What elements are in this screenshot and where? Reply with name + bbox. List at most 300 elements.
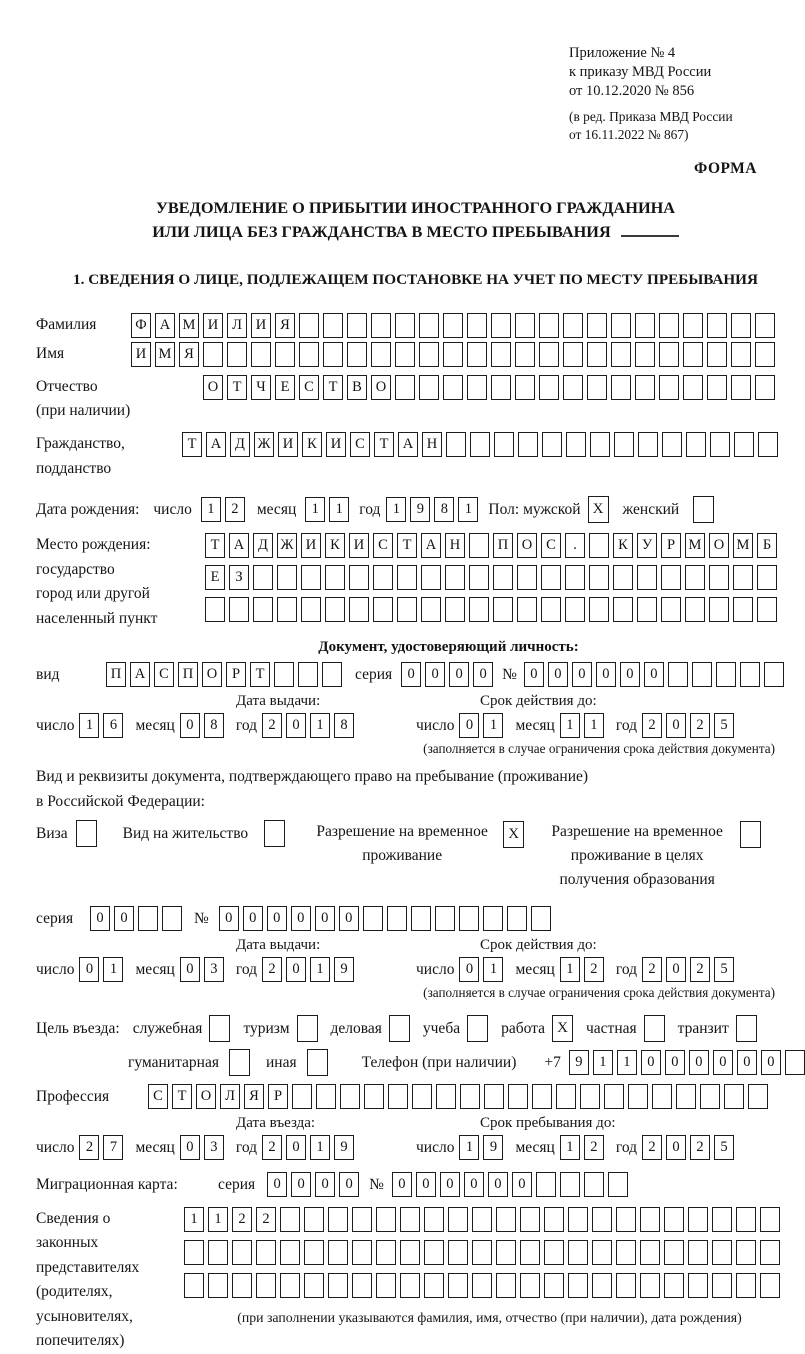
char-box[interactable] (731, 313, 751, 338)
char-box[interactable]: Р (661, 533, 681, 558)
char-box[interactable] (563, 342, 583, 367)
char-box[interactable]: М (733, 533, 753, 558)
char-box[interactable]: 0 (449, 662, 469, 687)
char-box[interactable] (709, 565, 729, 590)
char-box[interactable] (443, 375, 463, 400)
char-box[interactable] (736, 1207, 756, 1232)
char-box[interactable]: 1 (386, 497, 406, 522)
char-box[interactable] (541, 565, 561, 590)
char-box[interactable] (387, 906, 407, 931)
char-box[interactable]: И (278, 432, 298, 457)
char-box[interactable]: О (517, 533, 537, 558)
char-box[interactable] (138, 906, 158, 931)
char-box[interactable] (448, 1207, 468, 1232)
char-box[interactable] (664, 1240, 684, 1265)
char-box[interactable] (668, 662, 688, 687)
char-box[interactable] (531, 906, 551, 931)
char-box[interactable] (347, 342, 367, 367)
char-box[interactable]: Л (220, 1084, 240, 1109)
char-box[interactable] (592, 1273, 612, 1298)
char-box[interactable] (472, 1273, 492, 1298)
char-box[interactable]: 0 (315, 1172, 335, 1197)
char-box[interactable]: 0 (291, 1172, 311, 1197)
char-box[interactable] (568, 1207, 588, 1232)
char-box[interactable]: Т (172, 1084, 192, 1109)
char-box[interactable] (664, 1207, 684, 1232)
char-box[interactable] (424, 1273, 444, 1298)
char-box[interactable]: Л (227, 313, 247, 338)
char-box[interactable] (349, 597, 369, 622)
char-box[interactable] (517, 565, 537, 590)
char-box[interactable] (445, 565, 465, 590)
char-box[interactable]: Е (205, 565, 225, 590)
char-box[interactable] (637, 597, 657, 622)
char-box[interactable] (662, 432, 682, 457)
char-box[interactable] (507, 906, 527, 931)
char-box[interactable]: С (154, 662, 174, 687)
char-box[interactable] (640, 1240, 660, 1265)
char-box[interactable]: 2 (262, 957, 282, 982)
char-box[interactable]: 0 (339, 906, 359, 931)
char-box[interactable] (280, 1207, 300, 1232)
char-box[interactable] (635, 342, 655, 367)
char-box[interactable] (611, 313, 631, 338)
char-box[interactable]: 0 (425, 662, 445, 687)
char-box[interactable]: О (709, 533, 729, 558)
char-box[interactable] (470, 432, 490, 457)
char-box[interactable] (443, 342, 463, 367)
char-box[interactable]: . (565, 533, 585, 558)
char-box[interactable]: 2 (642, 1135, 662, 1160)
char-box[interactable] (162, 906, 182, 931)
char-box[interactable] (400, 1207, 420, 1232)
char-box[interactable]: Т (227, 375, 247, 400)
char-box[interactable] (563, 375, 583, 400)
char-box[interactable] (589, 565, 609, 590)
char-box[interactable] (467, 342, 487, 367)
char-box[interactable] (659, 375, 679, 400)
char-box[interactable]: Т (182, 432, 202, 457)
char-box[interactable] (483, 906, 503, 931)
char-box[interactable]: Я (275, 313, 295, 338)
char-box[interactable]: 1 (560, 1135, 580, 1160)
char-box[interactable] (755, 342, 775, 367)
char-box[interactable] (700, 1084, 720, 1109)
char-box[interactable] (757, 597, 777, 622)
char-box[interactable] (589, 533, 609, 558)
char-box[interactable] (349, 565, 369, 590)
char-box[interactable] (613, 565, 633, 590)
char-box[interactable]: 0 (665, 1050, 685, 1075)
char-box[interactable]: Т (205, 533, 225, 558)
char-box[interactable]: 1 (593, 1050, 613, 1075)
purpose-transit-checkbox[interactable] (736, 1015, 757, 1042)
char-box[interactable]: 0 (644, 662, 664, 687)
char-box[interactable]: 0 (90, 906, 110, 931)
char-box[interactable] (469, 565, 489, 590)
char-box[interactable]: 5 (714, 957, 734, 982)
char-box[interactable] (363, 906, 383, 931)
char-box[interactable] (733, 597, 753, 622)
char-box[interactable]: 0 (416, 1172, 436, 1197)
char-box[interactable] (496, 1240, 516, 1265)
char-box[interactable] (292, 1084, 312, 1109)
char-box[interactable]: И (203, 313, 223, 338)
char-box[interactable]: У (637, 533, 657, 558)
char-box[interactable] (604, 1084, 624, 1109)
char-box[interactable] (419, 342, 439, 367)
char-box[interactable] (608, 1172, 628, 1197)
char-box[interactable] (676, 1084, 696, 1109)
char-box[interactable] (448, 1240, 468, 1265)
char-box[interactable]: 0 (291, 906, 311, 931)
char-box[interactable]: 1 (560, 713, 580, 738)
sex-female-checkbox[interactable] (693, 496, 714, 523)
char-box[interactable] (395, 342, 415, 367)
char-box[interactable]: 0 (286, 1135, 306, 1160)
char-box[interactable]: 0 (459, 713, 479, 738)
char-box[interactable] (520, 1273, 540, 1298)
char-box[interactable] (755, 313, 775, 338)
char-box[interactable] (707, 342, 727, 367)
char-box[interactable] (515, 342, 535, 367)
char-box[interactable]: И (326, 432, 346, 457)
char-box[interactable]: А (398, 432, 418, 457)
char-box[interactable]: К (325, 533, 345, 558)
char-box[interactable] (517, 597, 537, 622)
char-box[interactable] (736, 1273, 756, 1298)
char-box[interactable] (565, 597, 585, 622)
char-box[interactable] (301, 597, 321, 622)
char-box[interactable] (232, 1240, 252, 1265)
char-box[interactable]: Ж (254, 432, 274, 457)
char-box[interactable]: 2 (262, 713, 282, 738)
char-box[interactable] (659, 342, 679, 367)
char-box[interactable] (232, 1273, 252, 1298)
char-box[interactable] (395, 313, 415, 338)
char-box[interactable]: И (251, 313, 271, 338)
char-box[interactable] (686, 432, 706, 457)
char-box[interactable]: И (131, 342, 151, 367)
char-box[interactable] (539, 375, 559, 400)
char-box[interactable] (184, 1273, 204, 1298)
char-box[interactable] (733, 565, 753, 590)
char-box[interactable]: 0 (488, 1172, 508, 1197)
char-box[interactable] (376, 1207, 396, 1232)
char-box[interactable]: Я (179, 342, 199, 367)
char-box[interactable] (253, 565, 273, 590)
char-box[interactable]: Р (268, 1084, 288, 1109)
purpose-other-checkbox[interactable] (307, 1049, 328, 1076)
char-box[interactable] (443, 313, 463, 338)
char-box[interactable]: 2 (232, 1207, 252, 1232)
char-box[interactable] (491, 313, 511, 338)
char-box[interactable] (446, 432, 466, 457)
char-box[interactable] (493, 597, 513, 622)
purpose-study-checkbox[interactable] (467, 1015, 488, 1042)
char-box[interactable] (710, 432, 730, 457)
char-box[interactable] (371, 313, 391, 338)
char-box[interactable] (613, 597, 633, 622)
char-box[interactable]: 9 (334, 957, 354, 982)
char-box[interactable] (467, 313, 487, 338)
char-box[interactable] (400, 1240, 420, 1265)
char-box[interactable] (635, 375, 655, 400)
char-box[interactable] (760, 1240, 780, 1265)
char-box[interactable]: С (299, 375, 319, 400)
char-box[interactable]: 0 (286, 713, 306, 738)
char-box[interactable] (184, 1240, 204, 1265)
char-box[interactable]: И (301, 533, 321, 558)
char-box[interactable] (275, 342, 295, 367)
char-box[interactable] (563, 313, 583, 338)
char-box[interactable]: М (179, 313, 199, 338)
char-box[interactable]: 0 (392, 1172, 412, 1197)
char-box[interactable]: 0 (666, 713, 686, 738)
char-box[interactable] (589, 597, 609, 622)
char-box[interactable] (298, 662, 318, 687)
char-box[interactable]: 0 (512, 1172, 532, 1197)
char-box[interactable]: 0 (315, 906, 335, 931)
char-box[interactable]: 0 (666, 957, 686, 982)
char-box[interactable] (304, 1273, 324, 1298)
char-box[interactable]: О (371, 375, 391, 400)
char-box[interactable] (301, 565, 321, 590)
char-box[interactable] (322, 662, 342, 687)
char-box[interactable] (376, 1273, 396, 1298)
char-box[interactable] (496, 1207, 516, 1232)
char-box[interactable]: 1 (103, 957, 123, 982)
char-box[interactable] (661, 565, 681, 590)
purpose-tourism-checkbox[interactable] (297, 1015, 318, 1042)
char-box[interactable]: 0 (180, 713, 200, 738)
char-box[interactable] (208, 1273, 228, 1298)
char-box[interactable] (616, 1207, 636, 1232)
char-box[interactable] (419, 313, 439, 338)
char-box[interactable] (760, 1273, 780, 1298)
char-box[interactable] (539, 313, 559, 338)
purpose-private-checkbox[interactable] (644, 1015, 665, 1042)
char-box[interactable] (400, 1273, 420, 1298)
char-box[interactable]: Н (422, 432, 442, 457)
char-box[interactable] (445, 597, 465, 622)
char-box[interactable]: 2 (642, 713, 662, 738)
char-box[interactable]: 9 (410, 497, 430, 522)
char-box[interactable]: 0 (761, 1050, 781, 1075)
char-box[interactable] (328, 1240, 348, 1265)
char-box[interactable]: 2 (642, 957, 662, 982)
char-box[interactable] (376, 1240, 396, 1265)
char-box[interactable] (352, 1240, 372, 1265)
char-box[interactable]: 0 (572, 662, 592, 687)
char-box[interactable] (568, 1273, 588, 1298)
char-box[interactable]: И (349, 533, 369, 558)
char-box[interactable]: А (130, 662, 150, 687)
char-box[interactable] (544, 1273, 564, 1298)
char-box[interactable]: 1 (310, 957, 330, 982)
char-box[interactable] (347, 313, 367, 338)
char-box[interactable]: 2 (690, 1135, 710, 1160)
char-box[interactable] (580, 1084, 600, 1109)
char-box[interactable] (364, 1084, 384, 1109)
char-box[interactable]: 1 (584, 713, 604, 738)
char-box[interactable]: А (206, 432, 226, 457)
char-box[interactable] (253, 597, 273, 622)
char-box[interactable] (688, 1273, 708, 1298)
char-box[interactable]: М (155, 342, 175, 367)
char-box[interactable] (592, 1207, 612, 1232)
char-box[interactable] (229, 597, 249, 622)
char-box[interactable] (388, 1084, 408, 1109)
char-box[interactable]: Т (397, 533, 417, 558)
char-box[interactable] (635, 313, 655, 338)
char-box[interactable]: М (685, 533, 705, 558)
char-box[interactable] (203, 342, 223, 367)
char-box[interactable] (616, 1240, 636, 1265)
char-box[interactable]: П (106, 662, 126, 687)
char-box[interactable]: 8 (434, 497, 454, 522)
char-box[interactable]: 1 (459, 1135, 479, 1160)
char-box[interactable] (469, 597, 489, 622)
char-box[interactable] (712, 1240, 732, 1265)
char-box[interactable] (395, 375, 415, 400)
char-box[interactable] (397, 597, 417, 622)
char-box[interactable] (707, 375, 727, 400)
char-box[interactable] (683, 313, 703, 338)
char-box[interactable] (565, 565, 585, 590)
char-box[interactable]: 1 (208, 1207, 228, 1232)
char-box[interactable]: А (421, 533, 441, 558)
char-box[interactable] (412, 1084, 432, 1109)
char-box[interactable]: О (203, 375, 223, 400)
char-box[interactable] (373, 597, 393, 622)
char-box[interactable]: Ж (277, 533, 297, 558)
char-box[interactable] (515, 375, 535, 400)
char-box[interactable] (539, 342, 559, 367)
char-box[interactable]: 1 (184, 1207, 204, 1232)
char-box[interactable] (587, 375, 607, 400)
char-box[interactable]: 1 (617, 1050, 637, 1075)
char-box[interactable] (421, 565, 441, 590)
char-box[interactable]: О (196, 1084, 216, 1109)
char-box[interactable] (685, 565, 705, 590)
visa-checkbox[interactable] (76, 820, 97, 847)
char-box[interactable] (587, 313, 607, 338)
char-box[interactable] (584, 1172, 604, 1197)
char-box[interactable] (712, 1273, 732, 1298)
char-box[interactable] (304, 1240, 324, 1265)
char-box[interactable] (299, 342, 319, 367)
char-box[interactable] (652, 1084, 672, 1109)
char-box[interactable] (520, 1207, 540, 1232)
char-box[interactable] (419, 375, 439, 400)
char-box[interactable]: 0 (524, 662, 544, 687)
char-box[interactable] (299, 313, 319, 338)
char-box[interactable]: 0 (713, 1050, 733, 1075)
char-box[interactable]: Д (253, 533, 273, 558)
char-box[interactable] (614, 432, 634, 457)
char-box[interactable] (493, 565, 513, 590)
char-box[interactable]: 0 (473, 662, 493, 687)
char-box[interactable] (688, 1207, 708, 1232)
char-box[interactable]: 0 (641, 1050, 661, 1075)
char-box[interactable]: 1 (329, 497, 349, 522)
char-box[interactable]: 0 (620, 662, 640, 687)
char-box[interactable]: 0 (596, 662, 616, 687)
char-box[interactable] (736, 1240, 756, 1265)
char-box[interactable] (764, 662, 784, 687)
char-box[interactable]: 0 (440, 1172, 460, 1197)
char-box[interactable] (661, 597, 681, 622)
char-box[interactable] (208, 1240, 228, 1265)
char-box[interactable] (491, 342, 511, 367)
char-box[interactable] (496, 1273, 516, 1298)
char-box[interactable]: 0 (243, 906, 263, 931)
char-box[interactable]: 2 (584, 957, 604, 982)
char-box[interactable] (758, 432, 778, 457)
char-box[interactable]: 0 (689, 1050, 709, 1075)
char-box[interactable]: 0 (401, 662, 421, 687)
char-box[interactable] (316, 1084, 336, 1109)
char-box[interactable] (659, 313, 679, 338)
char-box[interactable] (785, 1050, 805, 1075)
char-box[interactable] (536, 1172, 556, 1197)
char-box[interactable] (755, 375, 775, 400)
char-box[interactable]: 0 (548, 662, 568, 687)
char-box[interactable] (568, 1240, 588, 1265)
char-box[interactable]: Е (275, 375, 295, 400)
char-box[interactable] (227, 342, 247, 367)
char-box[interactable]: В (347, 375, 367, 400)
char-box[interactable] (484, 1084, 504, 1109)
char-box[interactable]: Т (374, 432, 394, 457)
char-box[interactable] (352, 1273, 372, 1298)
char-box[interactable] (688, 1240, 708, 1265)
char-box[interactable] (731, 375, 751, 400)
char-box[interactable]: 0 (286, 957, 306, 982)
char-box[interactable]: К (613, 533, 633, 558)
char-box[interactable]: 0 (464, 1172, 484, 1197)
char-box[interactable] (692, 662, 712, 687)
char-box[interactable] (757, 565, 777, 590)
char-box[interactable] (323, 342, 343, 367)
char-box[interactable]: С (148, 1084, 168, 1109)
char-box[interactable] (448, 1273, 468, 1298)
char-box[interactable]: 0 (79, 957, 99, 982)
char-box[interactable]: 1 (458, 497, 478, 522)
char-box[interactable] (424, 1240, 444, 1265)
char-box[interactable] (277, 597, 297, 622)
char-box[interactable] (587, 342, 607, 367)
purpose-work-checkbox[interactable]: X (552, 1015, 573, 1042)
char-box[interactable] (592, 1240, 612, 1265)
char-box[interactable]: 9 (569, 1050, 589, 1075)
char-box[interactable]: 3 (204, 957, 224, 982)
char-box[interactable]: 5 (714, 713, 734, 738)
char-box[interactable]: 0 (737, 1050, 757, 1075)
char-box[interactable] (709, 597, 729, 622)
char-box[interactable]: 2 (584, 1135, 604, 1160)
char-box[interactable] (731, 342, 751, 367)
char-box[interactable]: О (202, 662, 222, 687)
char-box[interactable]: 0 (114, 906, 134, 931)
char-box[interactable]: Д (230, 432, 250, 457)
char-box[interactable] (274, 662, 294, 687)
char-box[interactable] (280, 1240, 300, 1265)
char-box[interactable] (435, 906, 455, 931)
char-box[interactable]: Ч (251, 375, 271, 400)
char-box[interactable]: 1 (201, 497, 221, 522)
